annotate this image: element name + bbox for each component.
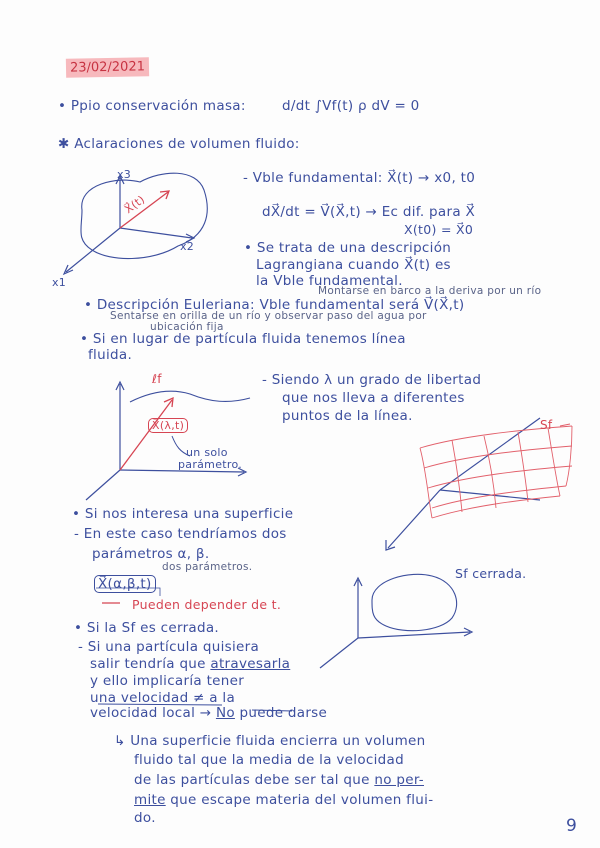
fig1-x2-label: x2: [180, 240, 195, 253]
conclusion-line-3: de las partículas debe ser tal que no per-: [134, 772, 424, 788]
particle-escape-line-3: y ello implicaría tener: [90, 673, 245, 689]
lagrangian-line-1: • Se trata de una descripción: [244, 240, 452, 256]
eulerian-line: • Descripción Euleriana: Vble fundamental será V⃗(X⃗,t): [84, 297, 465, 313]
mass-conservation-equation: d/dt ∫Vf(t) ρ dV = 0: [282, 98, 420, 114]
conclusion-line-1: ↳ Una superficie fluida encierra un volumen: [114, 733, 426, 749]
fig2-note-2: parámetro.: [178, 458, 243, 471]
fig1-position-vector: X⃗(t): [122, 192, 148, 217]
initial-condition: X(t0) = X⃗0: [404, 222, 474, 237]
date-highlight: 23/02/2021: [66, 57, 149, 77]
eulerian-note-2: ubicación fija: [150, 321, 224, 333]
fig1-x1-label: x1: [52, 276, 67, 289]
fig1-x3-label: x3: [117, 168, 132, 181]
differential-equation-line: dX⃗/dt = V⃗(X⃗,t) → Ec dif. para X⃗: [262, 204, 476, 220]
fluid-volume-heading: ✱ Aclaraciones de volumen fluido:: [58, 136, 300, 152]
lambda-line-1: - Siendo λ un grado de libertad: [262, 372, 482, 388]
fig3-surface-label: Sf: [540, 418, 553, 432]
fluid-line-intro: • Si en lugar de partícula fluida tenemos línea: [80, 331, 406, 347]
surface-intro: • Si nos interesa una superficie: [72, 506, 294, 522]
lambda-line-2: que nos lleva a diferentes: [282, 390, 465, 406]
lagrangian-line-3: la Vble fundamental.: [256, 273, 403, 289]
page-number: 9: [566, 816, 577, 836]
time-dependence-note: Pueden depender de t.: [132, 597, 282, 612]
fig2-line-label: ℓf: [152, 372, 162, 386]
fig2-position-vector: X⃗(λ,t): [148, 418, 188, 433]
conclusion-line-2: fluido tal que la media de la velocidad: [134, 752, 404, 768]
lagrangian-line-2: Lagrangiana cuando X⃗(t) es: [256, 257, 451, 273]
lagrangian-note: Montarse en barco a la deriva por un río: [318, 285, 542, 297]
closed-surface-line: • Si la Sf es cerrada.: [74, 620, 220, 636]
conclusion-line-4: mite que escape materia del volumen flui-: [134, 792, 434, 808]
mass-conservation-line: • Ppio conservación masa:: [58, 98, 246, 114]
two-params-line-1: - En este caso tendríamos dos: [74, 526, 287, 542]
particle-escape-line-2: salir tendría que atravesarla: [90, 656, 291, 672]
particle-escape-line-5: velocidad local → No puede darse: [90, 705, 328, 721]
fig2-note-1: un solo: [186, 446, 228, 459]
fig4-closed-surface-label: Sf cerrada.: [455, 566, 527, 581]
surface-position-vector: X⃗(α,β,t): [94, 575, 156, 593]
particle-escape-line-4: una velocidad ≠ a la: [90, 690, 236, 706]
eulerian-note-1: Sentarse en orilla de un río y observar paso del agua por: [110, 310, 427, 322]
two-params-line-2: parámetros α, β.: [92, 546, 210, 562]
two-params-note: dos parámetros.: [162, 561, 253, 573]
particle-escape-line-1: - Si una partícula quisiera: [78, 639, 260, 655]
lambda-line-3: puntos de la línea.: [282, 408, 413, 424]
fluid-line-intro-2: fluida.: [88, 347, 133, 363]
fundamental-variable-line: - Vble fundamental: X⃗(t) → x0, t0: [243, 170, 476, 186]
conclusion-line-5: do.: [134, 810, 156, 826]
